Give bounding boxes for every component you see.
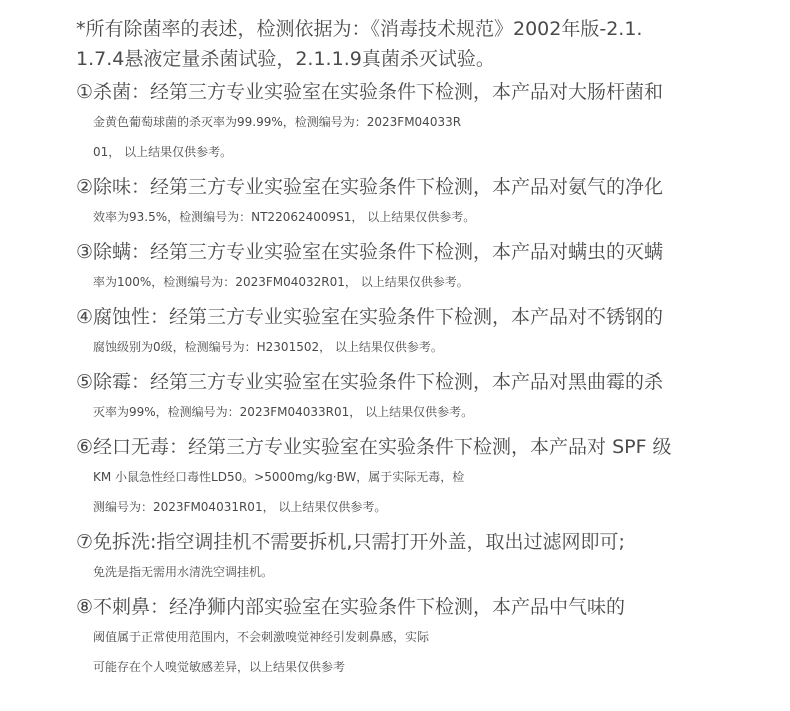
item-line: 腐蚀级别为0级，检测编号为：H2301502， 以上结果仅供参考。: [93, 340, 443, 354]
item-line: 效率为93.5%，检测编号为：NT220624009S1， 以上结果仅供参考。: [93, 210, 476, 224]
item-line: ⑥经口无毒：经第三方专业实验室在实验条件下检测，本产品对 SPF 级: [76, 436, 672, 458]
intro-line: *所有除菌率的表述，检测依据为：《消毒技术规范》2002年版-2.1.: [76, 18, 643, 40]
intro-line: 1.7.4悬液定量杀菌试验，2.1.1.9真菌杀灭试验。: [76, 48, 495, 70]
item-mold-removal: [76, 367, 756, 427]
item-line: KM 小鼠急性经口毒性LD50。>5000mg/kg·BW，属于实际无毒，检: [93, 470, 465, 484]
item-line: ⑦免拆洗:指空调挂机不需要拆机,只需打开外盖，取出过滤网即可;: [76, 531, 625, 553]
item-corrosivity: [76, 302, 756, 362]
item-line: 01， 以上结果仅供参考。: [93, 145, 233, 159]
item-sterilization: [76, 77, 756, 167]
item-no-disassembly: [76, 527, 756, 587]
item-line: ③除螨：经第三方专业实验室在实验条件下检测，本产品对螨虫的灭螨: [76, 241, 664, 263]
item-line: ⑤除霉：经第三方专业实验室在实验条件下检测，本产品对黑曲霉的杀: [76, 371, 664, 393]
disclaimer-document: [76, 14, 756, 682]
item-deodorization: [76, 172, 756, 232]
item-mite-removal: [76, 237, 756, 297]
item-line: 可能存在个人嗅觉敏感差异，以上结果仅供参考: [93, 660, 346, 674]
intro-paragraph: [76, 14, 756, 74]
item-line: 免洗是指无需用水清洗空调挂机。: [93, 565, 274, 579]
item-oral-nontoxic: [76, 432, 756, 522]
item-line: ④腐蚀性：经第三方专业实验室在实验条件下检测，本产品对不锈钢的: [76, 306, 664, 328]
item-line: 阈值属于正常使用范围内，不会刺激嗅觉神经引发刺鼻感，实际: [93, 630, 430, 644]
item-line: 测编号为：2023FM04031R01， 以上结果仅供参考。: [93, 500, 387, 514]
item-line: 灭率为99%，检测编号为：2023FM04033R01， 以上结果仅供参考。: [93, 405, 474, 419]
item-non-irritating: [76, 592, 756, 682]
item-line: ①杀菌：经第三方专业实验室在实验条件下检测，本产品对大肠杆菌和: [76, 81, 664, 103]
item-line: 率为100%，检测编号为：2023FM04032R01， 以上结果仅供参考。: [93, 275, 469, 289]
item-line: 金黄色葡萄球菌的杀灭率为99.99%，检测编号为：2023FM04033R: [93, 115, 462, 129]
item-line: ⑧不刺鼻：经净狮内部实验室在实验条件下检测，本产品中气味的: [76, 596, 626, 618]
item-line: ②除味：经第三方专业实验室在实验条件下检测，本产品对氨气的净化: [76, 176, 664, 198]
